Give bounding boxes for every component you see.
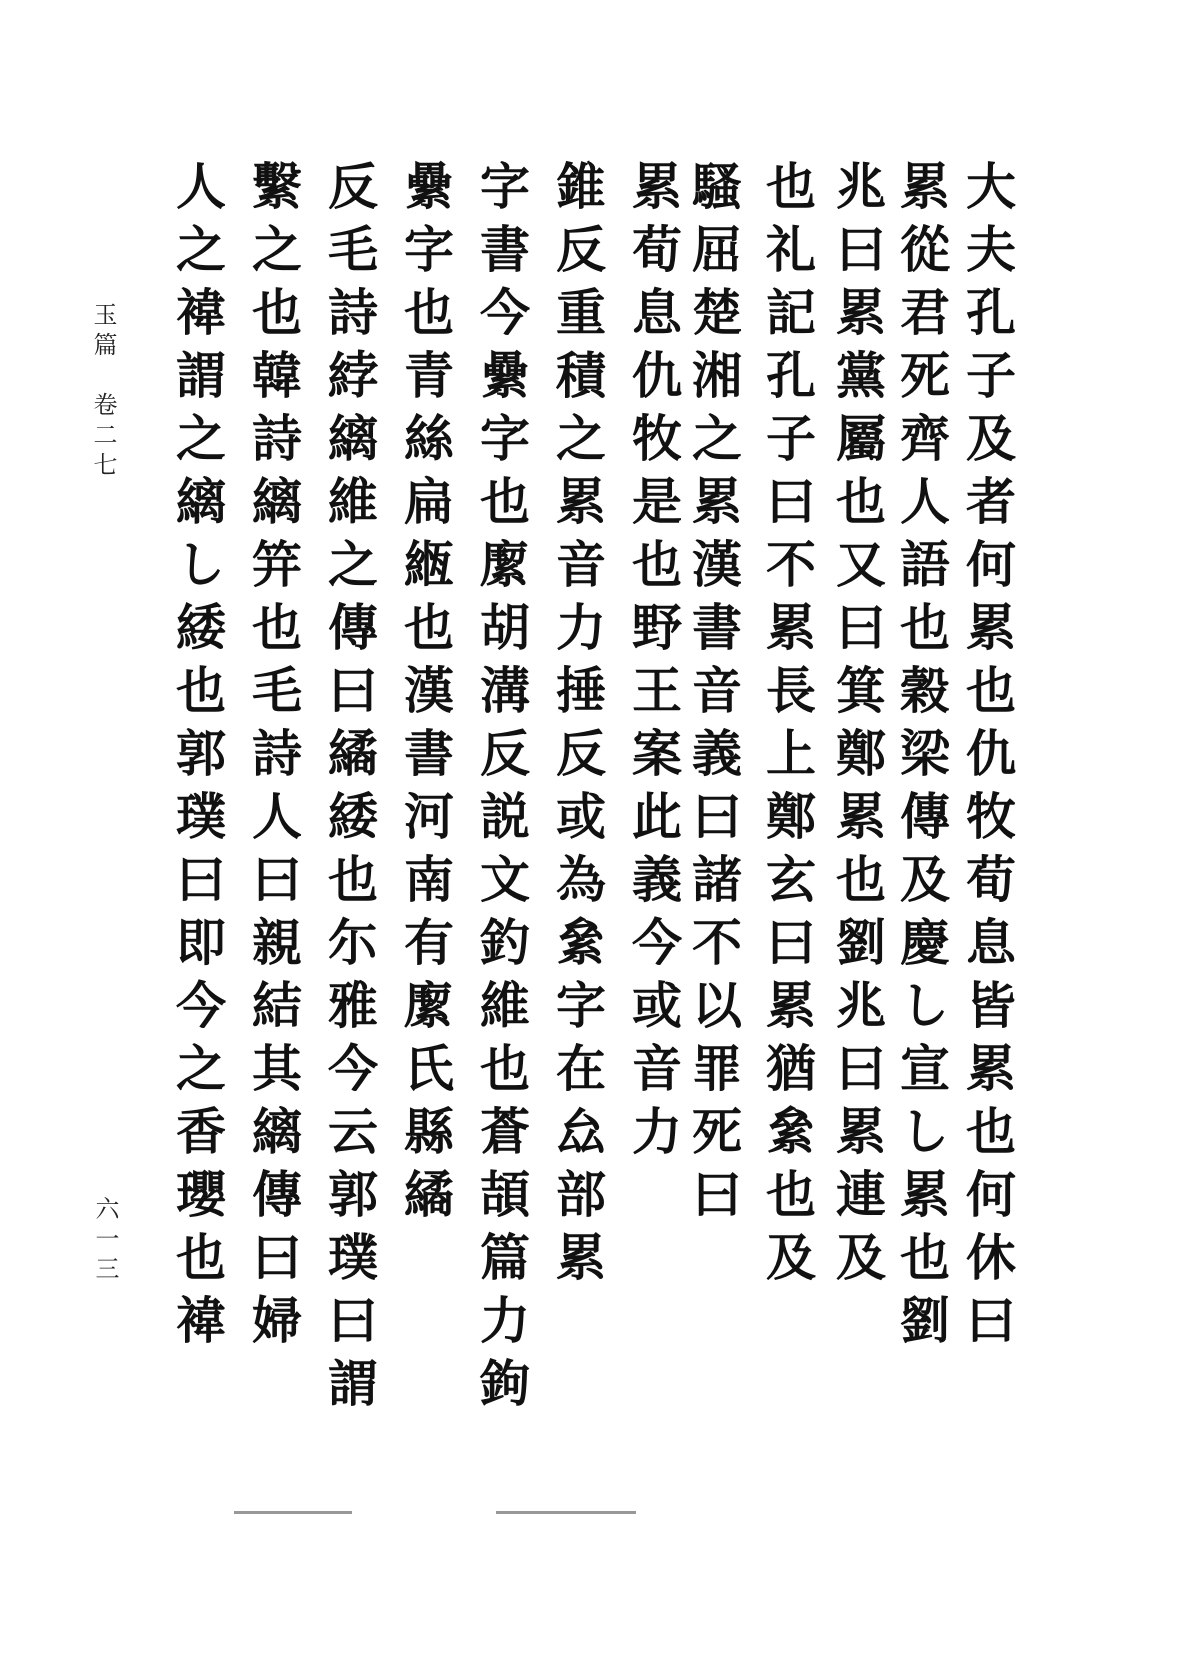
text-column-5: 騷屈楚湘之累漢書音義曰諸不以罪死曰 (684, 160, 743, 1231)
text-column-12: 人之褘謂之縭し緌也郭璞曰即今之香瓔也褘 (168, 160, 227, 1357)
text-column-7: 錐反重積之累音力捶反或為絫字在厽部累 (548, 160, 607, 1294)
text-column-9: 纍字也青絲扁緪也漢書河南有緳氏縣繘 (396, 160, 455, 1231)
text-column-11: 繫之也韓詩縭笄也毛詩人曰親結其縭傳曰婦 (244, 160, 303, 1357)
page-number: 六一三 (91, 1196, 119, 1286)
running-title: 玉篇 卷二七 (89, 302, 117, 482)
text-column-4: 也礼記孔子曰不累長上鄭玄曰累猶絫也及 (758, 160, 817, 1294)
text-column-8: 字書今纍字也緳胡溝反説文釣維也蒼頡篇力鉤 (472, 160, 531, 1420)
scan-artifact-right (496, 1511, 636, 1514)
text-column-2: 累從君死齊人語也穀梁傳及慶し宣し累也劉 (892, 160, 951, 1357)
text-column-10: 反毛詩綍縭維之傳曰繘緌也尓雅今云郭璞曰謂 (320, 160, 379, 1420)
scan-artifact-left (234, 1511, 352, 1514)
text-column-6: 累荀息仇牧是也野王案此義今或音力 (624, 160, 683, 1168)
text-column-3: 兆曰累黨屬也又曰箕鄭累也劉兆曰累連及 (828, 160, 887, 1294)
text-column-1: 大夫孔子及者何累也仇牧荀息皆累也何休曰 (958, 160, 1017, 1357)
